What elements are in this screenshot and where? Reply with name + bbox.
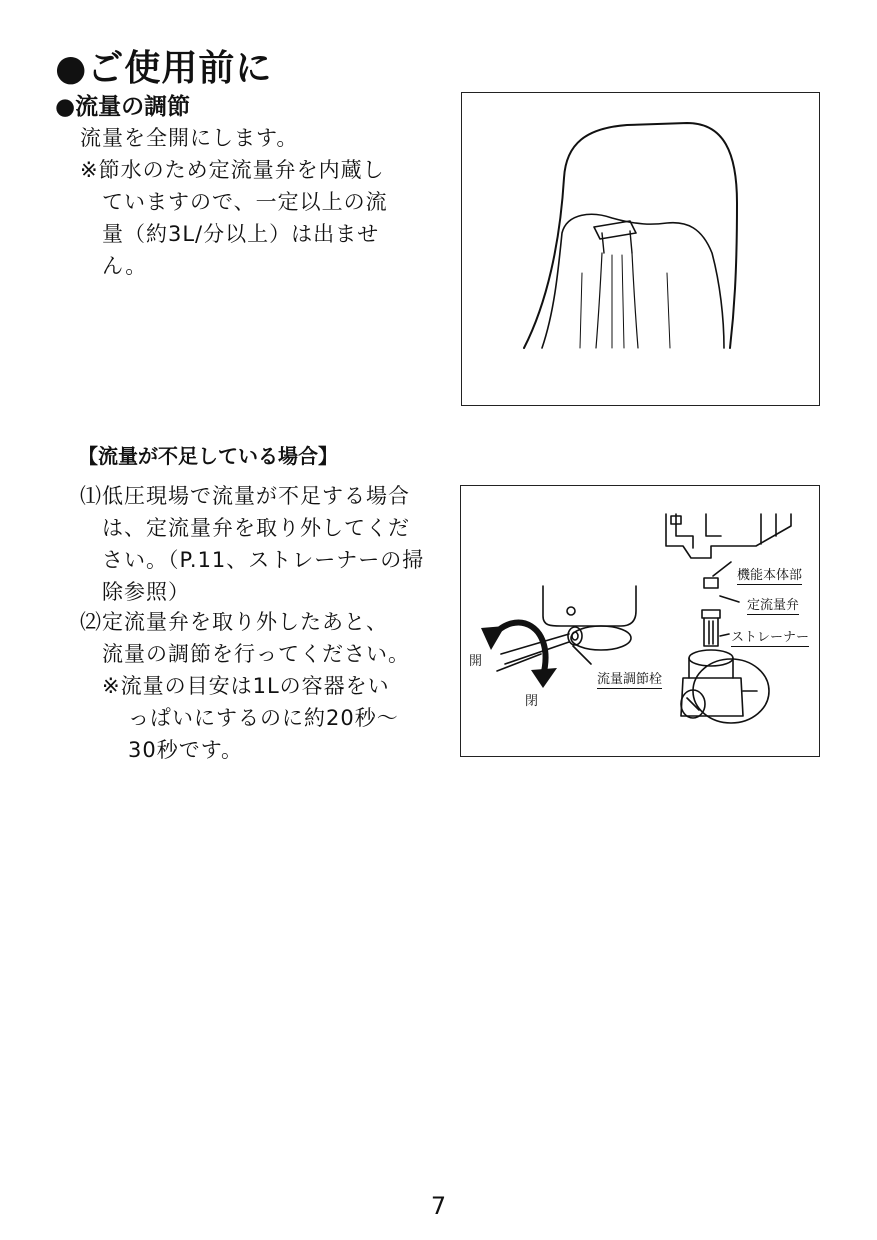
section2-line: 除参照） (102, 580, 190, 604)
page-number: 7 (430, 1192, 447, 1220)
section2-line: 30秒です。 (128, 738, 244, 762)
flow-adjust-valve-label: 流量調節栓 (597, 668, 662, 689)
section2-line: さい。（P.11、ストレーナーの掃 (102, 548, 425, 572)
section2-line: ⑵定流量弁を取り外したあと、 (80, 610, 388, 634)
function-body-label: 機能本体部 (737, 564, 802, 585)
section2-line: ⑴低圧現場で流量が不足する場合 (80, 484, 410, 508)
strainer-label: ストレーナー (731, 626, 809, 647)
section-title-low-flow: 【流量が不足している場合】 (78, 444, 338, 468)
valve-assembly-icon (461, 486, 819, 756)
valve-diagram (460, 485, 820, 757)
close-label: 閉 (525, 694, 539, 709)
page-heading: ●ご使用前に (55, 48, 273, 89)
section1-line: 流量を全開にします。 (80, 126, 299, 150)
faucet-illustration (461, 92, 820, 406)
section1-line: ※節水のため定流量弁を内蔵し (80, 158, 385, 182)
section2-line: は、定流量弁を取り外してくだ (102, 516, 410, 540)
section1-line: ん。 (102, 254, 148, 278)
faucet-spout-icon (462, 93, 819, 405)
section-title-flow-adjust: ●流量の調節 (55, 94, 191, 120)
section2-line: 流量の調節を行ってください。 (102, 642, 410, 666)
section1-line: 量（約3L/分以上）は出ませ (102, 222, 380, 246)
open-label: 開 (469, 654, 483, 669)
section2-line: ※流量の目安は1Lの容器をい (102, 674, 390, 698)
section1-line: ていますので、一定以上の流 (102, 190, 388, 214)
flow-valve-label: 定流量弁 (747, 594, 799, 615)
section2-line: っぱいにするのに約20秒～ (128, 706, 399, 730)
